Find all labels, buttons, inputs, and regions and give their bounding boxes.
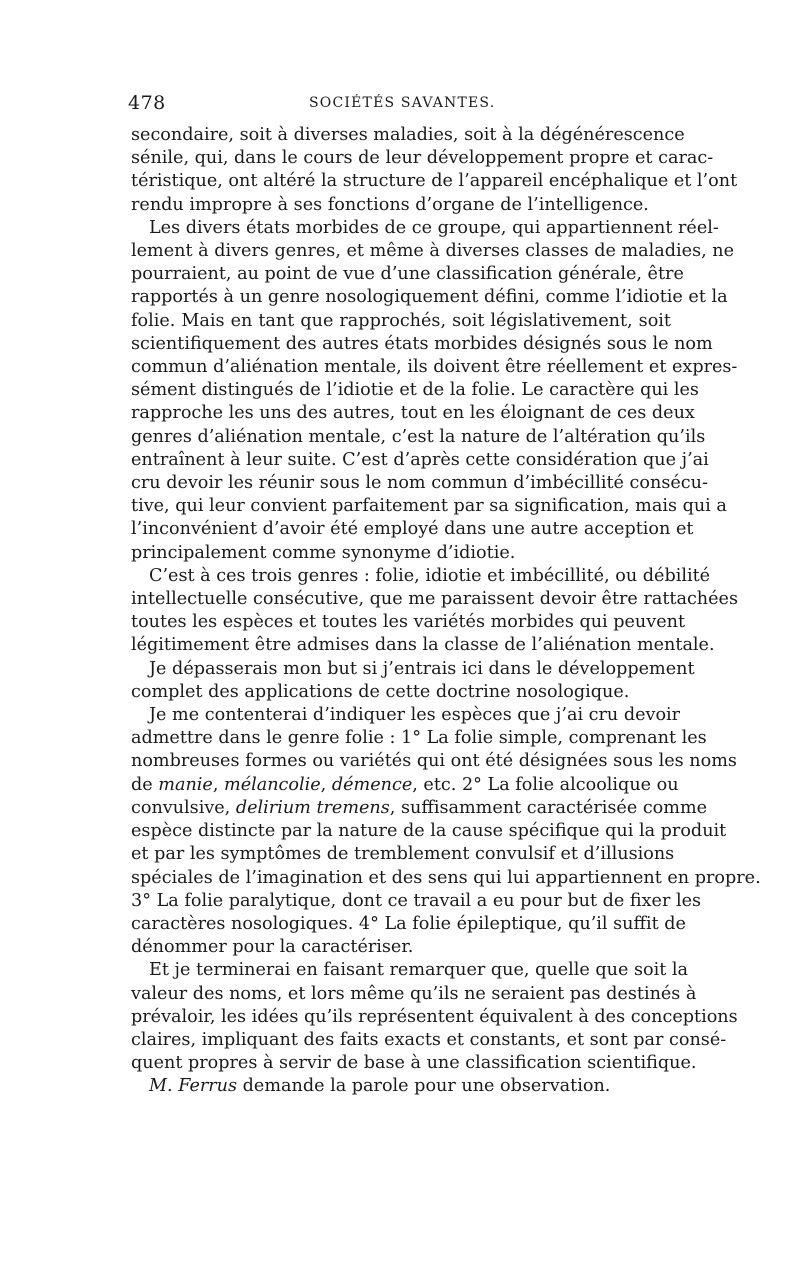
text-line: quent propres à servir de base à une classification scientifique. [131, 1053, 697, 1074]
text-line: valeur des noms, et lors même qu’ils ne seraient pas destinés à [131, 983, 697, 1004]
text-line: prévaloir, les idées qu’ils représentent équivalent à des conceptions [131, 1006, 738, 1027]
text-line: M. Ferrus demande la parole pour une observation. [149, 1076, 611, 1097]
text-line: Je me contenterai d’indiquer les espèces que j’ai cru devoir [149, 705, 681, 726]
text-line: C’est à ces trois genres : folie, idiotie et imbécillité, ou débilité [149, 565, 711, 586]
text-line: rapportés à un genre nosologiquement défini, comme l’idiotie et la [131, 287, 728, 308]
paragraph-2 [131, 217, 738, 565]
text-line: genres d’aliénation mentale, c’est la nature de l’altération qu’ils [131, 426, 706, 447]
text-line: espèce distincte par la nature de la cause spécifique qui la produit [131, 821, 727, 842]
paragraph-5 [131, 704, 761, 959]
body-text [131, 124, 761, 1099]
paragraph-7 [131, 1075, 671, 1098]
text-line: entraînent à leur suite. C’est d’après cette considération que j’ai [131, 449, 709, 470]
text-line: légitimement être admises dans la classe de l’aliénation mentale. [131, 635, 715, 656]
text-line: cru devoir les réunir sous le nom commun d’imbécillité consécu- [131, 473, 708, 494]
text-line: spéciales de l’imagination et des sens qui lui appartiennent en propre. [131, 867, 761, 888]
text-line: l’inconvénient d’avoir été employé dans une autre acception et [131, 519, 694, 540]
text-line: Et je terminerai en faisant remarquer que, quelle que soit la [149, 960, 688, 981]
text-line: lement à divers genres, et même à diverses classes de maladies, ne [131, 241, 735, 262]
text-line: dénommer pour la caractériser. [131, 937, 414, 958]
running-head: SOCIÉTÉS SAVANTES. [309, 95, 496, 111]
text-line: Les divers états morbides de ce groupe, qui appartiennent réel- [149, 217, 719, 238]
page-number: 478 [128, 92, 166, 114]
book-page [128, 92, 761, 1099]
text-line: intellectuelle consécutive, que me paraissent devoir être rattachées [131, 589, 738, 610]
text-line: scientifiquement des autres états morbides désignés sous le nom [131, 333, 713, 354]
text-line: sénile, qui, dans le cours de leur développement propre et carac- [131, 148, 714, 169]
text-line: folie. Mais en tant que rapprochés, soit législativement, soit [131, 310, 671, 331]
text-line: 3° La folie paralytique, dont ce travail a eu pour but de fixer les [131, 890, 702, 911]
page-header [128, 92, 671, 122]
paragraph-6 [131, 959, 738, 1075]
text-line: Je dépasserais mon but si j’entrais ici dans le développement [149, 658, 695, 679]
text-line: principalement comme synonyme d’idiotie. [131, 542, 516, 563]
text-line: toutes les espèces et toutes les variétés morbides qui peuvent [131, 612, 686, 633]
text-line: et par les symptômes de tremblement convulsif et d’illusions [131, 844, 675, 865]
paragraph-3 [131, 565, 738, 658]
text-line: de manie, mélancolie, démence, etc. 2° La folie alcoolique ou [131, 774, 679, 795]
paragraph-4 [131, 658, 695, 704]
text-line: pourraient, au point de vue d’une classification générale, être [131, 264, 684, 285]
text-line: nombreuses formes ou variétés qui ont été désignées sous les noms [131, 751, 737, 772]
text-line: admettre dans le genre folie : 1° La folie simple, comprenant les [131, 728, 707, 749]
text-line: commun d’aliénation mentale, ils doivent être réellement et expres- [131, 357, 738, 378]
text-line: sément distingués de l’idiotie et de la folie. Le caractère qui les [131, 380, 699, 401]
text-line: rapproche les uns des autres, tout en les éloignant de ces deux [131, 403, 695, 424]
text-line: secondaire, soit à diverses maladies, soit à la dégénérescence [131, 125, 685, 145]
text-line: rendu impropre à ses fonctions d’organe de l’intelligence. [131, 194, 649, 215]
text-line: caractères nosologiques. 4° La folie épileptique, qu’il suffit de [131, 913, 686, 934]
paragraph-1 [131, 124, 738, 217]
text-line: complet des applications de cette doctrine nosologique. [131, 681, 630, 702]
text-line: convulsive, delirium tremens, suffisamment caractérisée comme [131, 797, 708, 818]
text-line: claires, impliquant des faits exacts et constants, et sont par consé- [131, 1029, 727, 1050]
text-line: téristique, ont altéré la structure de l’appareil encéphalique et l’ont [131, 171, 738, 192]
text-line: tive, qui leur convient parfaitement par sa signification, mais qui a [131, 496, 727, 517]
